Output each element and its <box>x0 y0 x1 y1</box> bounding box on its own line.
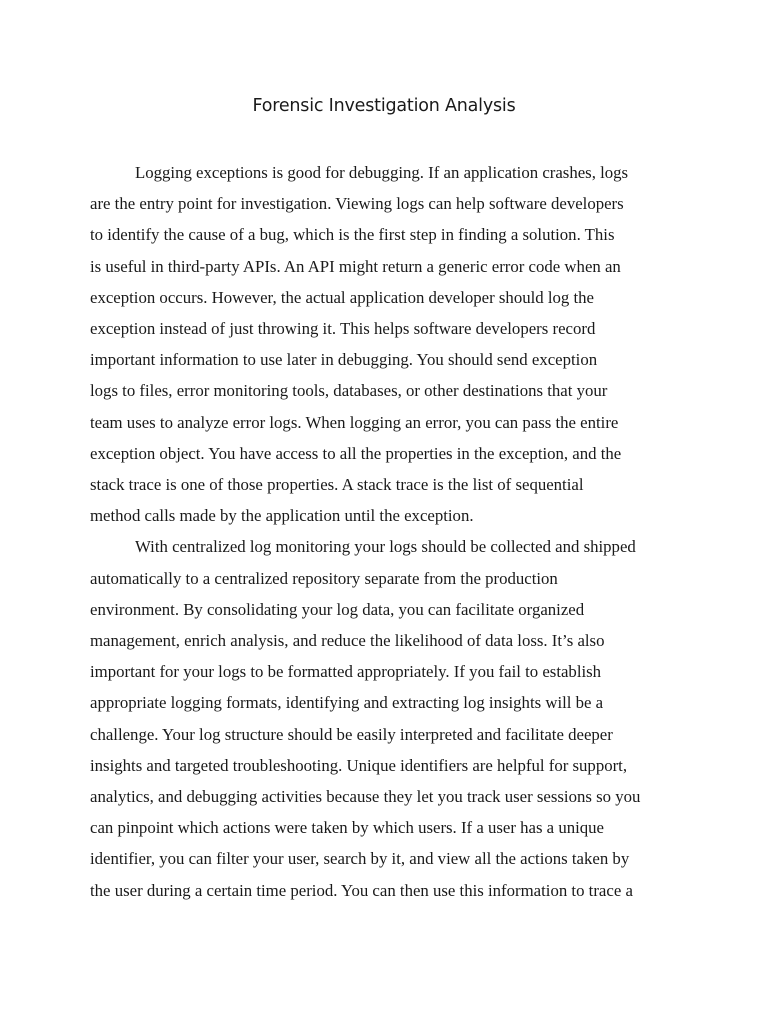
text-line: stack trace is one of those properties. A stack trace is the list of sequential <box>90 475 584 495</box>
text-line: important for your logs to be formatted appropriately. If you fail to establish <box>90 662 602 682</box>
text-line: challenge. Your log structure should be easily interpreted and facilitate deeper <box>90 724 613 744</box>
text-line: management, enrich analysis, and reduce the likelihood of data loss. It’s also <box>90 631 605 651</box>
text-line: With centralized log monitoring your logs should be collected and shipped <box>135 537 636 557</box>
paragraph-2 <box>90 531 680 905</box>
text-line: is useful in third-party APIs. An API might return a generic error code when an <box>90 256 621 276</box>
text-line: the user during a certain time period. You can then use this information to trace a <box>90 880 633 900</box>
text-line: exception object. You have access to all the properties in the exception, and the <box>90 443 622 463</box>
text-line: method calls made by the application until the exception. <box>90 506 474 526</box>
text-line: important information to use later in debugging. You should send exception <box>90 350 598 370</box>
text-line: logs to files, error monitoring tools, databases, or other destinations that your <box>90 381 608 401</box>
text-line: appropriate logging formats, identifying and extracting log insights will be a <box>90 693 604 713</box>
text-line: exception instead of just throwing it. This helps software developers record <box>90 319 596 339</box>
text-line: can pinpoint which actions were taken by which users. If a user has a unique <box>90 818 604 838</box>
text-line: insights and targeted troubleshooting. Unique identifiers are helpful for support, <box>90 755 628 775</box>
document-body <box>90 157 680 906</box>
text-line: team uses to analyze error logs. When logging an error, you can pass the entire <box>90 412 619 432</box>
text-line: automatically to a centralized repository separate from the production <box>90 568 558 588</box>
text-line: Logging exceptions is good for debugging. If an application crashes, logs <box>135 163 629 182</box>
paragraph-1 <box>90 157 680 531</box>
text-line: environment. By consolidating your log data, you can facilitate organized <box>90 599 585 619</box>
text-line: identifier, you can filter your user, search by it, and view all the actions taken by <box>90 849 630 869</box>
text-line: are the entry point for investigation. Viewing logs can help software developers <box>90 194 624 214</box>
document-title: Forensic Investigation Analysis <box>252 96 516 116</box>
text-line: analytics, and debugging activities because they let you track user sessions so you <box>90 787 641 807</box>
text-line: to identify the cause of a bug, which is the first step in finding a solution. This <box>90 225 615 245</box>
text-line: exception occurs. However, the actual application developer should log the <box>90 287 594 307</box>
